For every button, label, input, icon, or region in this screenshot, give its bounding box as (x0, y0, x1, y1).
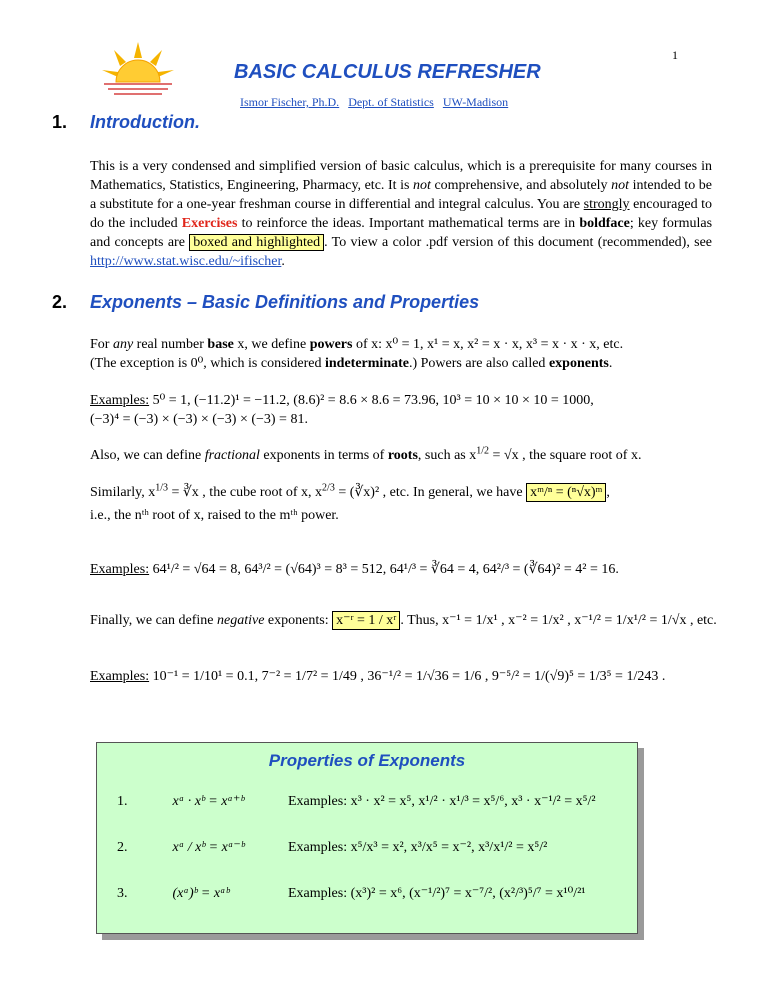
property-examples: Examples: x⁵/x³ = x², x³/x⁵ = x⁻², x³/x¹/² = x⁵/² (288, 840, 548, 855)
author-link[interactable]: Ismor Fischer, Ph.D. (240, 95, 340, 109)
dept-link[interactable]: Dept. of Statistics (348, 95, 434, 109)
examples-3: Examples: 10⁻¹ = 1/10¹ = 0.1, 7⁻² = 1/7² = 1/49 , 36⁻¹/² = 1/√36 = 1/6 , 9⁻⁵/² = 1/(√9)⁵ = 1/3⁵ = 1/243 . (90, 669, 666, 684)
negative-exponent-formula: x⁻ʳ = 1 / xʳ (332, 611, 400, 630)
page-number: 1 (672, 48, 678, 62)
examples-1: Examples: 5⁰ = 1, (−11.2)¹ = −11.2, (8.6)² = 8.6 × 8.6 = 73.96, 10³ = 10 × 10 × 10 = 1000, (−3)⁴ = (−3) × (−3) × (−3) × (−3) = 81. (90, 393, 594, 427)
property-row (117, 885, 632, 902)
document-title: BASIC CALCULUS REFRESHER (234, 61, 541, 83)
cube-root-line: Similarly, $x^{1/3}$ = ∛x , the cube root of x, $x^{2/3}$ = (∛x)² , etc. In general, we have xᵐ/ⁿ = (ⁿ√x)ᵐ , (90, 482, 610, 500)
univ-link[interactable]: UW-Madison (442, 95, 509, 109)
boxed-highlighted-example: boxed and highlighted (189, 234, 324, 251)
property-rule: (xᵃ)ᵇ = xᵃᵇ (172, 886, 230, 901)
properties-of-exponents-box (96, 742, 638, 934)
general-root-formula: xᵐ/ⁿ = (ⁿ√x)ᵐ (526, 483, 606, 502)
intro-paragraph: This is a very condensed and simplified version of basic calculus, which is a prerequisite for many courses in Mathematics, Statistics, Engineering, Pharmacy, etc. It is not comprehensive, and absolutely not intended to be a substitute for a one-year freshman course in differential and integral calculus. You are strongly encouraged to do the included Exercises to reinforce the ideas. Important mathematical terms are in boldface; key formulas and concepts are boxed and highlighted . To view a color .pdf version of this document (recommended), see http://www.stat.wisc.edu/~ifischer. (90, 159, 713, 269)
property-examples: Examples: (x³)² = x⁶, (x⁻¹/²)⁷ = x⁻⁷/², (x²/³)⁵/⁷ = x¹⁰/²¹ (288, 886, 586, 901)
property-number: 3. (117, 886, 128, 901)
section-number-2: 2. (52, 292, 68, 312)
property-examples: Examples: x³ · x² = x⁵, x¹/² · x¹/³ = x⁵/⁶, x³ · x⁻¹/² = x⁵/² (288, 794, 596, 809)
exponent-definition: For any real number base x, we define powers of x: x⁰ = 1, x¹ = x, x² = x · x, x³ = x · x · x, etc. (The exception is 0⁰, which is considered indeterminate.) Powers are also called exponents. (90, 337, 624, 371)
sun-logo (98, 40, 178, 100)
section-title-exponents: Exponents – Basic Definitions and Properties (90, 292, 480, 312)
negative-exponents-line: Finally, we can define negative exponents: x⁻ʳ = 1 / xʳ . Thus, x⁻¹ = 1/x¹ , x⁻² = 1/x² , x⁻¹/² = 1/x¹/² = 1/√x , etc. (90, 613, 717, 628)
property-row (117, 839, 632, 856)
property-number: 1. (117, 794, 128, 809)
property-number: 2. (117, 840, 128, 855)
author-line (240, 95, 508, 110)
pdf-url-link[interactable]: http://www.stat.wisc.edu/~ifischer (90, 254, 282, 269)
fractional-exponents-line: Also, we can define fractional exponents in terms of roots, such as $x^{1/2} = √x$ , the square root of x. (90, 445, 642, 463)
section-number-1: 1. (52, 112, 68, 132)
properties-heading: Properties of Exponents (268, 751, 466, 770)
exercises-term: Exercises (181, 216, 238, 231)
property-row (117, 793, 632, 810)
nth-root-explanation: i.e., the nᵗʰ root of x, raised to the mᵗʰ power. (90, 508, 339, 523)
section-title-introduction: Introduction. (90, 112, 200, 132)
property-rule: xᵃ · xᵇ = xᵃ⁺ᵇ (172, 794, 245, 809)
examples-2: Examples: 64¹/² = √64 = 8, 64³/² = (√64)³ = 8³ = 512, 64¹/³ = ∛64 = 4, 64²/³ = (∛64)² = 4² = 16. (90, 562, 619, 577)
property-rule: xᵃ / xᵇ = xᵃ⁻ᵇ (172, 840, 245, 855)
